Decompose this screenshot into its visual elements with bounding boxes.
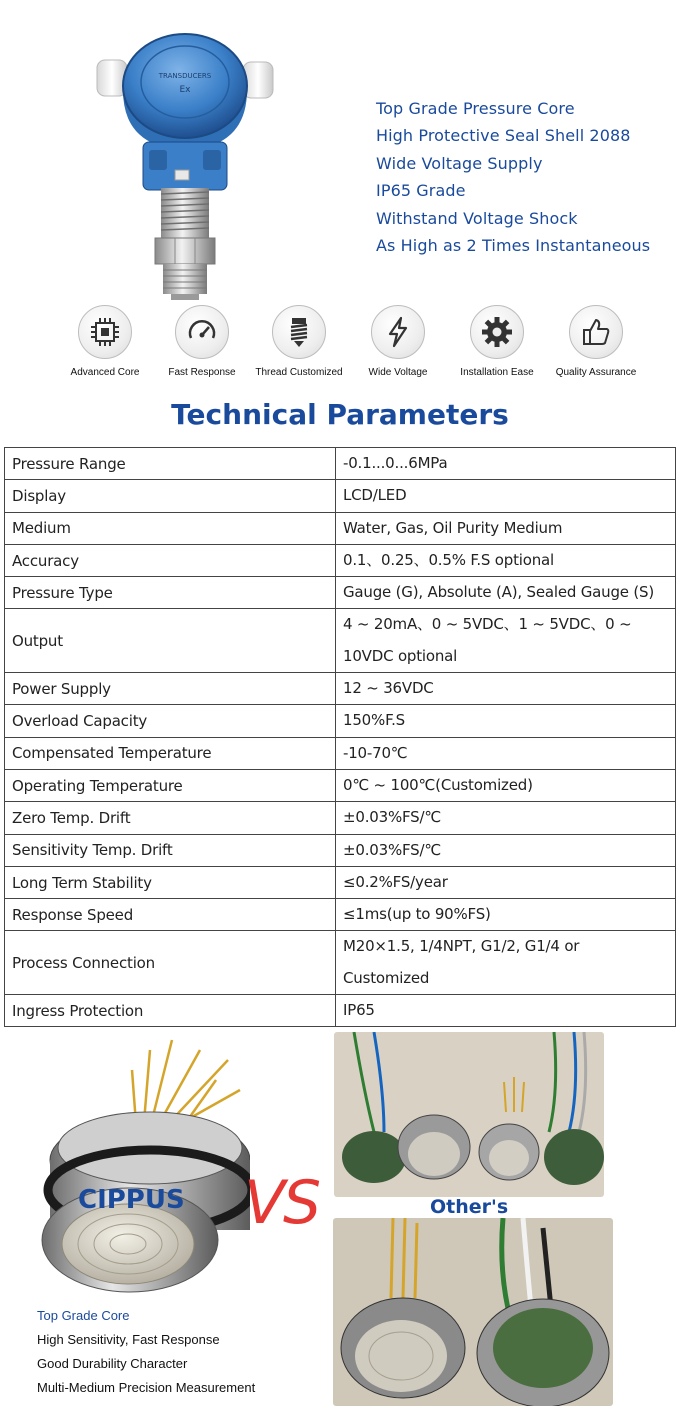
icon-item-fast-response (147, 305, 257, 378)
advantage-item: Top Grade Core (37, 1308, 130, 1323)
pressure-transmitter-image (95, 20, 295, 305)
icon-label: Wide Voltage (368, 367, 428, 378)
table-row (5, 802, 676, 834)
param-name: Zero Temp. Drift (5, 802, 336, 834)
param-value: 12 ~ 36VDC (336, 673, 676, 705)
param-value: 150%F.S (336, 705, 676, 737)
table-row (5, 931, 676, 995)
advantage-list (37, 1304, 255, 1400)
icon-item-thread-customized (244, 305, 354, 378)
param-value: IP65 (336, 995, 676, 1027)
cippus-brand-label: CIPPUS (78, 1185, 185, 1215)
thumbs-up-icon (581, 317, 611, 347)
param-value: 0.1、0.25、0.5% F.S optional (336, 544, 676, 576)
param-value: -0.1...0...6MPa (336, 448, 676, 480)
table-row (5, 544, 676, 576)
icon-label: Thread Customized (255, 367, 343, 378)
param-value: 4 ~ 20mA、0 ~ 5VDC、1 ~ 5VDC、0 ~ 10VDC optional (336, 609, 676, 673)
comparison-section (0, 1030, 680, 1412)
table-row (5, 995, 676, 1027)
icon-item-installation-ease (442, 305, 552, 378)
param-value: ≤0.2%FS/year (336, 866, 676, 898)
icon-label: Quality Assurance (555, 367, 637, 378)
feature-item: Withstand Voltage Shock (376, 208, 578, 228)
section-title: Technical Parameters (171, 398, 509, 431)
feature-item: High Protective Seal Shell 2088 (376, 126, 631, 146)
feature-item: Top Grade Pressure Core (376, 99, 575, 118)
icon-item-advanced-core (50, 305, 160, 378)
param-name: Power Supply (5, 673, 336, 705)
param-value: ±0.03%FS/℃ (336, 802, 676, 834)
param-value: 0℃ ~ 100℃(Customized) (336, 769, 676, 801)
param-name: Compensated Temperature (5, 737, 336, 769)
table-row (5, 480, 676, 512)
param-name: Overload Capacity (5, 705, 336, 737)
param-value: -10-70℃ (336, 737, 676, 769)
param-name: Pressure Type (5, 577, 336, 609)
icon-label: Installation Ease (460, 367, 534, 378)
icon-label: Fast Response (168, 367, 236, 378)
feature-item: As High as 2 Times Instantaneous (376, 236, 651, 256)
icon-label: Advanced Core (70, 367, 140, 378)
feature-item: Wide Voltage Supply (376, 153, 543, 173)
feature-item: IP65 Grade (376, 181, 466, 201)
screw-thread-icon (284, 316, 314, 348)
icon-item-quality-assurance (541, 305, 651, 378)
feature-list (376, 95, 650, 259)
param-value: Gauge (G), Absolute (A), Sealed Gauge (S) (336, 577, 676, 609)
others-sensors-image-1 (334, 1032, 604, 1197)
housing-text-transducers: TRANSDUCERS (158, 72, 212, 80)
others-sensors-image-2 (333, 1218, 613, 1406)
housing-text-ex: Ex (179, 85, 191, 95)
lightning-icon (384, 316, 412, 348)
param-name: Response Speed (5, 899, 336, 931)
advantage-item: Multi-Medium Precision Measurement (37, 1380, 256, 1395)
speedometer-icon (186, 316, 218, 348)
cippus-sensor-image (40, 1030, 250, 1300)
advantage-item: High Sensitivity, Fast Response (37, 1332, 220, 1347)
param-name: Output (5, 609, 336, 673)
param-name: Display (5, 480, 336, 512)
table-row (5, 737, 676, 769)
param-name: Ingress Protection (5, 995, 336, 1027)
table-row (5, 705, 676, 737)
table-row (5, 609, 676, 673)
vs-label: VS (244, 1168, 320, 1238)
param-value: LCD/LED (336, 480, 676, 512)
table-row (5, 769, 676, 801)
param-name: Process Connection (5, 931, 336, 995)
param-name: Accuracy (5, 544, 336, 576)
table-row (5, 834, 676, 866)
param-name: Long Term Stability (5, 866, 336, 898)
table-row (5, 673, 676, 705)
param-name: Medium (5, 512, 336, 544)
param-name: Operating Temperature (5, 769, 336, 801)
table-row (5, 866, 676, 898)
advantage-item: Good Durability Character (37, 1356, 188, 1371)
param-name: Sensitivity Temp. Drift (5, 834, 336, 866)
param-value: M20×1.5, 1/4NPT, G1/2, G1/4 or Customized (336, 931, 676, 995)
feature-icons-row (0, 305, 680, 385)
table-row (5, 577, 676, 609)
table-row (5, 448, 676, 480)
table-row (5, 899, 676, 931)
param-value: ±0.03%FS/℃ (336, 834, 676, 866)
product-hero (0, 0, 680, 300)
param-value: Water, Gas, Oil Purity Medium (336, 512, 676, 544)
gear-icon (481, 316, 513, 348)
chip-icon (90, 317, 120, 347)
param-name: Pressure Range (5, 448, 336, 480)
param-value: ≤1ms(up to 90%FS) (336, 899, 676, 931)
others-label: Other's (430, 1196, 509, 1218)
icon-item-wide-voltage (343, 305, 453, 378)
technical-parameters-table (4, 447, 676, 1027)
table-row (5, 512, 676, 544)
